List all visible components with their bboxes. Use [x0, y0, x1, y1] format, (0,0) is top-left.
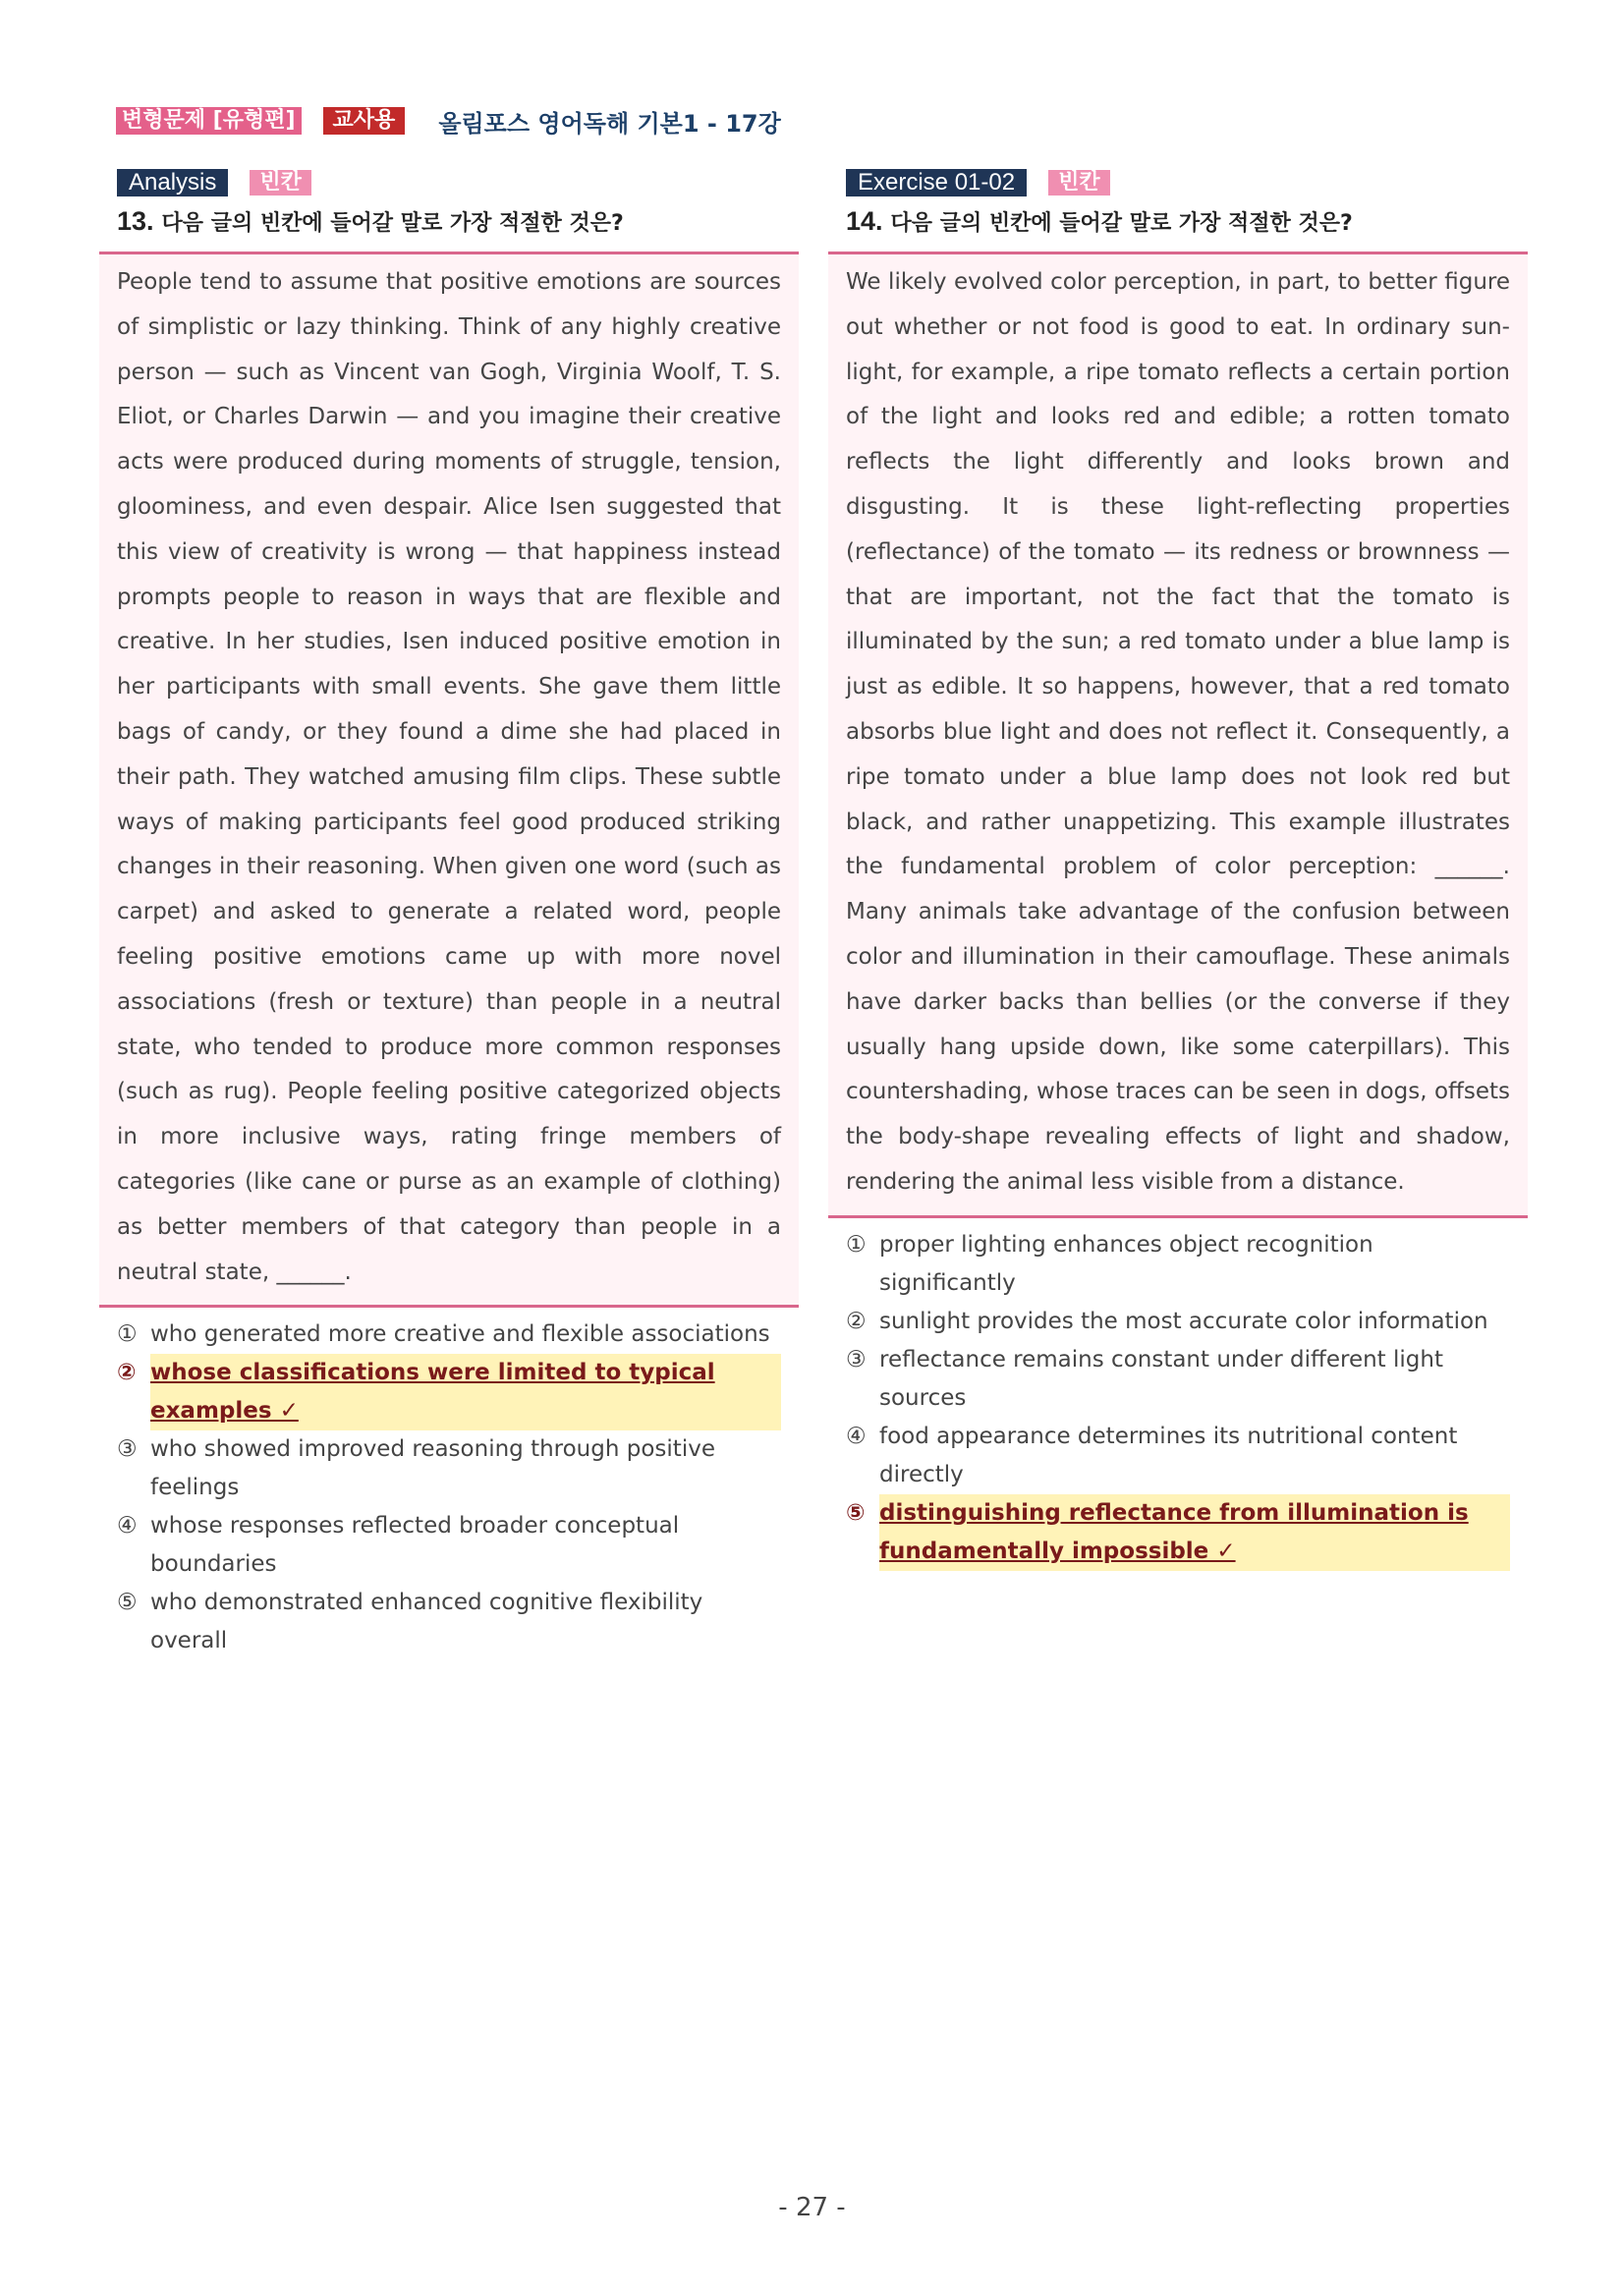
question-prompt	[117, 202, 799, 240]
question-text: 다음 글의 빈칸에 들어갈 말로 가장 적절한 것은?	[890, 211, 1353, 236]
passage-box: We likely evolved color perception, in part, to better figure out whether or not food is good to eat. In ordinary sun-light, for example, a ripe tomato reflects a certain portion of the light and looks red and edible; a rotten tomato reflects the light differently and looks brown and disgusting. It is these light-reflecting properties (reflectance) of the tomato — its redness or brownness — that are important, not the fact that the tomato is illuminated by the sun; a red tomato under a blue lamp is just as edible. It so happens, however, that a red tomato absorbs blue light and does not reflect it. Consequently, a ripe tomato under a blue lamp does not look red but black, and rather unappetizing. This example illustrates the fundamental problem of color perception: ______. Many animals take advantage of the confusion between color and illumination in their camouflage. These animals have darker backs than bellies (or the converse if they usually hang upside down, like some caterpillars). This countershading, whose traces can be seen in dogs, offsets the body-shape revealing effects of light and shadow, rendering the animal less visible from a distance.	[828, 252, 1528, 1218]
option-mark: ④	[117, 1513, 138, 1540]
answer-option[interactable]	[117, 1584, 781, 1660]
option-mark: ⑤	[117, 1590, 138, 1616]
category-tag: 빈칸	[250, 170, 311, 196]
question-number: 14.	[846, 206, 883, 236]
option-mark: ②	[846, 1308, 867, 1334]
left-labels	[117, 169, 799, 196]
left-question-column	[99, 169, 799, 1660]
answer-option[interactable]	[846, 1303, 1510, 1341]
option-mark: ②	[117, 1360, 137, 1386]
right-question-column	[828, 169, 1528, 1571]
option-mark: ①	[117, 1321, 138, 1348]
analysis-label: Analysis	[117, 169, 228, 196]
question-text: 다음 글의 빈칸에 들어갈 말로 가장 적절한 것은?	[161, 211, 624, 236]
option-text: distinguishing reflectance from illumination is fundamentally impossible ✓	[879, 1494, 1510, 1571]
option-text: who showed improved reasoning through positive feelings	[150, 1436, 715, 1501]
option-mark: ⑤	[846, 1499, 866, 1526]
option-text: who generated more creative and flexible associations	[150, 1321, 770, 1348]
page-header	[116, 106, 781, 136]
option-text: reflectance remains constant under different light sources	[879, 1346, 1443, 1411]
answer-options	[828, 1218, 1528, 1571]
option-text: food appearance determines its nutritional content directly	[879, 1423, 1458, 1487]
correct-answer-option[interactable]	[846, 1494, 1510, 1571]
exercise-label: Exercise 01-02	[846, 169, 1027, 196]
passage-box: People tend to assume that positive emotions are sources of simplistic or lazy thinking. Think of any highly creative person — such as Vincent van Gogh, Virginia Woolf, T. S. Eliot, or Charles Darwin — and you imagine their creative acts were produced during moments of struggle, tension, gloominess, and even despair. Alice Isen suggested that this view of creativity is wrong — that happiness instead prompts people to reason in ways that are flexible and creative. In her studies, Isen induced positive emotion in her participants with small events. She gave them little bags of candy, or they found a dime she had placed in their path. They watched amusing film clips. These subtle ways of making participants feel good produced striking changes in their reasoning. When given one word (such as carpet) and asked to generate a related word, people feeling positive emotions came up with more novel associations (fresh or texture) than people in a neutral state, who tended to produce more common responses (such as rug). People feeling positive categorized objects in more inclusive ways, rating fringe members of categories (like cane or purse as an example of clothing) as better members of that category than people in a neutral state, ______.	[99, 252, 799, 1308]
option-text: who demonstrated enhanced cognitive flexibility overall	[150, 1590, 703, 1654]
answer-option[interactable]	[846, 1418, 1510, 1494]
answer-option[interactable]	[846, 1226, 1510, 1303]
teacher-tag: 교사용	[323, 107, 406, 135]
question-prompt	[846, 202, 1528, 240]
page-title: 올림포스 영어독해 기본1 - 17강	[438, 109, 781, 138]
option-text: whose classifications were limited to typical examples ✓	[150, 1354, 781, 1430]
answer-option[interactable]	[846, 1341, 1510, 1418]
option-text: sunlight provides the most accurate color information	[879, 1308, 1488, 1334]
answer-option[interactable]	[117, 1316, 781, 1354]
option-mark: ④	[846, 1423, 867, 1449]
right-labels	[846, 169, 1528, 196]
category-tag: 빈칸	[1048, 170, 1110, 196]
type-tag: 변형문제 [유형편]	[116, 107, 302, 135]
answer-option[interactable]	[117, 1430, 781, 1507]
option-mark: ③	[846, 1346, 867, 1372]
answer-option[interactable]	[117, 1507, 781, 1584]
question-number: 13.	[117, 206, 154, 236]
option-mark: ③	[117, 1436, 138, 1463]
answer-options	[99, 1308, 799, 1660]
correct-answer-option[interactable]	[117, 1354, 781, 1430]
option-text: whose responses reflected broader conceptual boundaries	[150, 1513, 680, 1578]
option-mark: ①	[846, 1231, 867, 1258]
option-text: proper lighting enhances object recognition significantly	[879, 1231, 1373, 1296]
page-number: - 27 -	[778, 2193, 846, 2222]
